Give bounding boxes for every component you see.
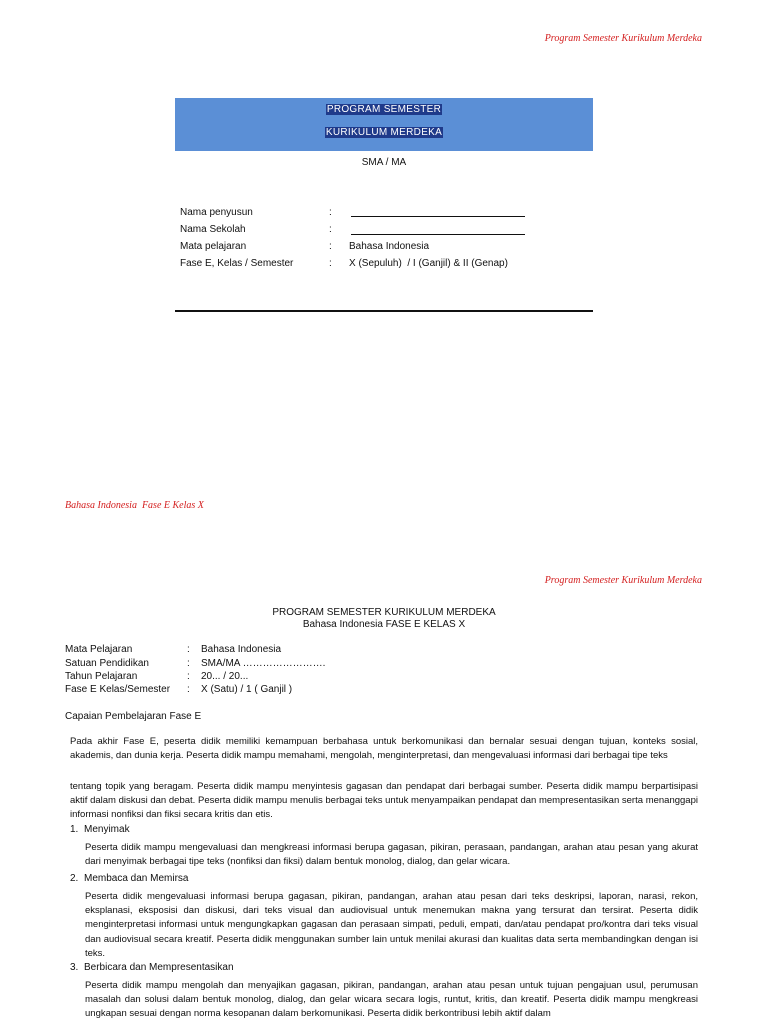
banner-title-line1: PROGRAM SEMESTER [326,104,442,115]
section-title: Capaian Pembelajaran Fase E [65,711,202,722]
field-value: X (Satu) / 1 ( Ganjil ) [201,684,293,695]
list-item-text: Peserta didik mampu mengolah dan menyajikan gagasan, pikiran, pandangan, arahan atau pesan untuk tujuan pengajuan usul, perumusan masalah dan solusi dalam bentuk monolog, dialog, dan gelar wicara secara logis, runtut, kritis, dan kreatif. Peserta didik mampu mengkreasi ungkapan sesuai dengan norma kesopanan dalam berkomunikasi. Peserta didik berkontribusi lebih aktif dalam [85,980,698,1020]
page-header: Program Semester Kurikulum Merdeka [544,575,702,586]
title-banner [175,98,593,151]
page-header: Program Semester Kurikulum Merdeka [544,33,702,44]
field-label: Mata pelajaran [180,241,247,252]
field-colon: : [187,671,190,682]
list-item-text: Peserta didik mengevaluasi informasi berupa gagasan, pikiran, pandangan, arahan atau pesan dari teks deskripsi, laporan, narasi, rekon, eksplanasi, eksposisi dan diskusi, dari teks visual dan audiovisual untuk menemukan makna yang tersurat dan tersirat. Peserta didik menginterpretasi informasi untuk mengungkapkan gagasan dan perasaan simpati, peduli, empati, dan/atau pendapat pro/kontra dari teks visual dan audiovisual secara kreatif. Peserta didik menggunakan sumber lain untuk menilai akurasi dan kualitas data serta membandingkan dengan isi teks. [85,891,698,959]
document-subtitle: Bahasa Indonesia FASE E KELAS X [302,619,466,630]
blank-line-sekolah [351,234,525,235]
intro-paragraph: Pada akhir Fase E, peserta didik memiliki kemampuan berbahasa untuk berkomunikasi dan bernalar sesuai dengan tujuan, konteks sosial, akademis, dan dunia kerja. Peserta didik mampu memahami, mengolah, menginterpretasi, dan mengevaluasi informasi dari berbagai tipe teks [70,736,698,762]
list-item-text: Peserta didik mampu mengevaluasi dan mengkreasi informasi berupa gagasan, pikiran, perasaan, pandangan, arahan atau pesan yang akurat dari menyimak berbagai tipe teks (nonfiksi dan fiksi) dalam bentuk monolog, dialog, dan gelar wicara. [85,842,698,868]
field-colon: : [187,644,190,655]
field-label: Nama penyusun [180,207,253,218]
list-number: 3. [70,962,79,973]
field-value: SMA/MA ……………………. [201,658,326,669]
field-colon: : [329,241,332,252]
intro-paragraph: tentang topik yang beragam. Peserta didik mampu menyintesis gagasan dan pendapat dari berbagai sumber. Peserta didik mampu berpartisipasi aktif dalam diskusi dan debat. Peserta didik mampu menulis berbagai teks untuk menyampaikan pendapat dan mempresentasikan serta menanggapi informasi nonfiksi dan fiksi secara kritis dan etis. [70,781,698,821]
document-title: PROGRAM SEMESTER KURIKULUM MERDEKA [272,607,496,618]
horizontal-rule [175,310,593,312]
field-value: Bahasa Indonesia [201,644,282,655]
field-colon: : [329,258,332,269]
field-label: Satuan Pendidikan [65,658,149,669]
school-level: SMA / MA [361,157,407,168]
page-footer: Bahasa Indonesia Fase E Kelas X [65,500,204,511]
field-label: Fase E Kelas/Semester [65,684,171,695]
field-colon: : [329,207,332,218]
list-heading: Membaca dan Memirsa [84,873,189,884]
list-heading: Menyimak [84,824,130,835]
field-value: Bahasa Indonesia [349,241,430,252]
field-label: Mata Pelajaran [65,644,133,655]
field-colon: : [187,658,190,669]
list-number: 1. [70,824,79,835]
field-label: Tahun Pelajaran [65,671,138,682]
list-number: 2. [70,873,79,884]
list-heading: Berbicara dan Mempresentasikan [84,962,234,973]
field-label: Fase E, Kelas / Semester [180,258,294,269]
banner-title-line2: KURIKULUM MERDEKA [325,127,443,138]
field-colon: : [187,684,190,695]
field-value: X (Sepuluh) / I (Ganjil) & II (Genap) [349,258,508,269]
blank-line-penyusun [351,216,525,217]
field-colon: : [329,224,332,235]
field-value: 20... / 20... [201,671,249,682]
field-label: Nama Sekolah [180,224,246,235]
